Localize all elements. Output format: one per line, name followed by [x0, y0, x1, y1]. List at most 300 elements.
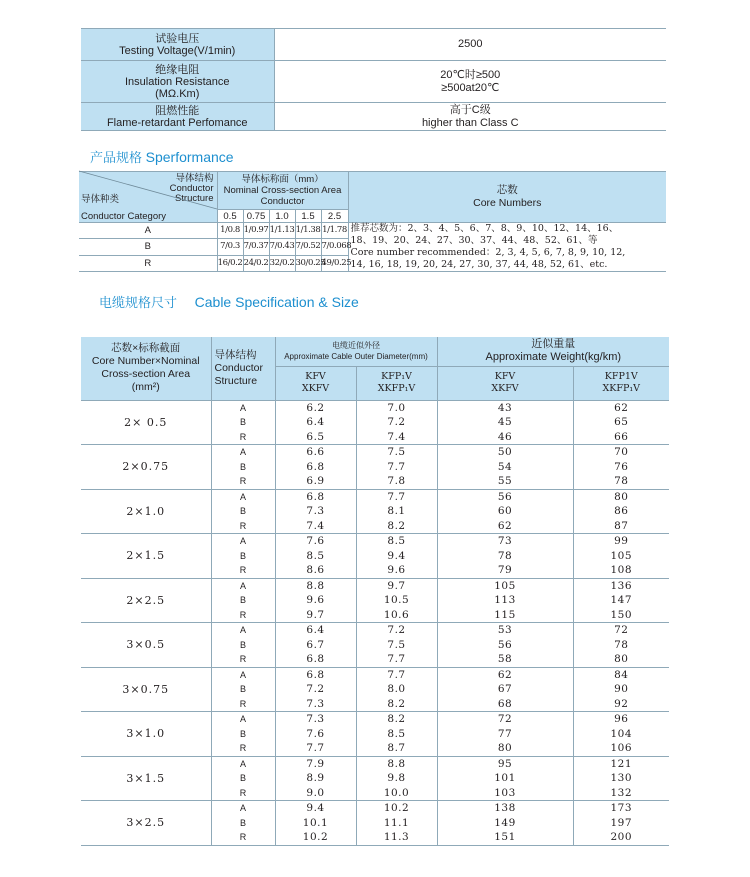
weight-value: 149	[494, 816, 516, 829]
section-title-cn: 产品规格	[90, 150, 143, 165]
diameter-header	[275, 337, 437, 366]
conductor-spec-cell: 1/1.13	[269, 223, 295, 239]
diameter-cell	[356, 445, 437, 490]
diameter-value: 8.1	[387, 505, 406, 517]
conductor-spec-cell: 1/1.78	[321, 223, 348, 239]
diameter-value: 8.6	[306, 564, 325, 576]
weight-value: 104	[610, 727, 633, 740]
spec-group-row	[81, 578, 669, 623]
weight-value: 62	[497, 519, 513, 532]
diameter-value: 9.0	[306, 786, 325, 799]
nominal-en-2: Conductor	[260, 196, 305, 207]
conductor-spec-cell: 16/0.2	[217, 255, 243, 271]
conductor-spec-cell: 1/1.38	[295, 223, 321, 239]
weight-value: 84	[614, 668, 629, 681]
diameter-value: 9.4	[387, 549, 406, 562]
size-header-cell: 1.0	[269, 210, 295, 223]
core-numbers-cell	[348, 223, 666, 272]
sub-kfpv-1: KFP₁V	[381, 371, 412, 382]
section2-title-en: Cable Specification & Size	[194, 294, 359, 310]
weight-value: 150	[610, 608, 633, 621]
core-size-header	[81, 337, 211, 400]
diameter-cell	[356, 712, 437, 757]
weight-value: 65	[614, 416, 629, 428]
conductor-structure-header	[211, 337, 275, 400]
core-size-cell: 3×1.5	[81, 756, 211, 801]
weight-cell	[573, 712, 669, 757]
diameter-value: 9.7	[306, 608, 325, 621]
weight-value: 66	[614, 430, 629, 443]
core-cn: 芯数	[496, 184, 518, 196]
weight-value: 62	[614, 401, 629, 414]
core-size-cell: 2×0.75	[81, 445, 211, 490]
sub-wkfpv-2: XKFP₁V	[602, 383, 641, 394]
test-value-cell	[274, 103, 666, 131]
conductor-spec-cell: 1/0.97	[243, 223, 269, 239]
conductor-cell	[211, 801, 275, 846]
diameter-value: 8.5	[387, 535, 406, 547]
diameter-value: 6.2	[306, 401, 325, 414]
weight-value: 121	[610, 757, 633, 770]
core-numbers-header	[348, 172, 666, 223]
diameter-value: 6.4	[306, 624, 325, 636]
weight-value: 72	[497, 713, 513, 725]
weight-value: 79	[497, 564, 513, 576]
weight-value: 95	[497, 757, 513, 770]
weight-value: 132	[610, 786, 633, 799]
conductor-spec-cell: 24/0.2	[243, 255, 269, 271]
test-row	[81, 29, 666, 61]
weight-value: 56	[497, 490, 513, 503]
weight-value: 55	[497, 475, 513, 487]
core-size-cell: 2×1.0	[81, 489, 211, 534]
diameter-value: 7.7	[387, 668, 406, 681]
diameter-cell	[275, 445, 356, 490]
weight-cell	[437, 801, 573, 846]
test-value-line: 20℃时≥500	[440, 68, 501, 81]
core-size-unit: (mm²)	[131, 381, 160, 394]
diameter-value: 11.1	[383, 816, 410, 829]
diameter-value: 7.2	[387, 624, 406, 636]
weight-value: 96	[614, 713, 629, 725]
weight-value: 60	[497, 505, 513, 517]
test-label-cell	[81, 29, 274, 61]
core-numbers-line: 推荐芯数为：2、3、4、5、6、7、8、9、10、12、14、16、	[350, 223, 619, 234]
weight-value: 78	[497, 549, 513, 562]
size-header-cell: 0.75	[243, 210, 269, 223]
sub-kfv-weight	[437, 366, 573, 400]
size-header-cell: 0.5	[217, 210, 243, 223]
conductor-category-cell: B	[79, 239, 217, 255]
struct-en-2: Structure	[214, 374, 258, 387]
diameter-cell	[356, 756, 437, 801]
weight-header	[437, 337, 669, 366]
spec-group-row	[81, 534, 669, 579]
diameter-value: 8.7	[387, 742, 406, 754]
weight-cell	[437, 667, 573, 712]
test-value-line: 高于C级	[449, 103, 491, 116]
conductor-letter: R	[239, 476, 247, 486]
conductor-letter: A	[239, 491, 246, 502]
diameter-cell	[356, 400, 437, 445]
weight-value: 200	[610, 831, 633, 843]
diameter-cell	[356, 801, 437, 846]
conductor-letter: R	[239, 743, 247, 753]
struct-en-1: Conductor	[214, 361, 263, 374]
conductor-spec-cell: 7/0.37	[243, 239, 269, 255]
category-en: Conductor Category	[81, 210, 167, 222]
nominal-en-1: Nominal Cross-section Area	[223, 185, 342, 196]
conductor-cell	[211, 400, 275, 445]
spec-group-row	[81, 400, 669, 445]
weight-cell	[437, 623, 573, 668]
diameter-value: 7.2	[306, 683, 325, 695]
diameter-value: 7.3	[306, 697, 325, 710]
diameter-value: 9.7	[387, 579, 406, 592]
weight-value: 80	[497, 742, 513, 754]
core-numbers-line: 14, 16, 18, 19, 20, 24, 27, 30, 37, 44, 48, 52, 61、etc.	[350, 259, 608, 270]
core-en: Core Numbers	[473, 197, 542, 209]
conductor-letter: A	[239, 402, 246, 413]
weight-value: 197	[610, 816, 633, 829]
weight-value: 99	[614, 535, 629, 547]
conductor-spec-cell: 7/0.3	[217, 239, 243, 255]
diameter-value: 6.7	[306, 638, 325, 651]
test-value-line: higher than Class C	[421, 116, 519, 129]
diameter-value: 9.4	[306, 802, 325, 814]
diameter-value: 8.8	[387, 757, 406, 770]
diameter-value: 7.7	[387, 490, 406, 503]
weight-cell	[573, 801, 669, 846]
weight-cell	[573, 756, 669, 801]
section2-title-cn: 电缆规格尺寸	[99, 295, 178, 310]
conductor-spec-cell: 7/0.43	[269, 239, 295, 255]
test-label-line: Testing Voltage(V/1min)	[119, 44, 236, 57]
weight-value: 50	[497, 446, 513, 458]
header-diagonal-line	[79, 171, 217, 223]
weight-value: 92	[614, 697, 629, 710]
diameter-value: 10.5	[383, 594, 410, 606]
diameter-value: 6.8	[306, 668, 325, 681]
weight-cell	[437, 445, 573, 490]
test-label-line: 阻燃性能	[155, 104, 200, 117]
weight-value: 86	[614, 505, 629, 517]
weight-value: 106	[610, 742, 633, 754]
weight-value: 78	[614, 638, 629, 651]
struct-cn: 导体结构	[214, 348, 257, 361]
diameter-value: 10.6	[383, 608, 410, 621]
conductor-cell	[211, 667, 275, 712]
diameter-value: 8.5	[387, 727, 406, 740]
weight-value: 68	[497, 697, 513, 710]
conductor-spec-cell: 30/0.25	[295, 255, 321, 271]
structure-cn: 导体结构	[175, 173, 214, 184]
core-size-cell: 2×1.5	[81, 534, 211, 579]
diameter-value: 7.3	[306, 505, 325, 517]
conductor-letter: B	[239, 684, 246, 694]
spec-group-row	[81, 667, 669, 712]
cable-spec-table	[81, 337, 669, 846]
weight-value: 78	[614, 475, 629, 487]
category-cn: 导体种类	[81, 194, 120, 205]
diameter-value: 9.6	[306, 594, 325, 606]
weight-cell	[437, 578, 573, 623]
weight-cell	[573, 578, 669, 623]
diameter-value: 7.9	[306, 757, 325, 770]
core-size-en-2: Cross-section Area	[101, 368, 191, 381]
diameter-value: 7.7	[387, 653, 406, 665]
diameter-value: 9.6	[387, 564, 406, 576]
core-size-cn: 芯数×标称截面	[111, 342, 181, 355]
weight-value: 115	[494, 608, 516, 621]
weight-cell	[437, 534, 573, 579]
diameter-cell	[275, 534, 356, 579]
diameter-value: 7.0	[387, 401, 406, 414]
conductor-letter: B	[239, 728, 246, 739]
conductor-letter: B	[239, 506, 246, 516]
weight-value: 130	[610, 772, 633, 784]
diameter-value: 8.5	[306, 549, 325, 562]
weight-value: 53	[497, 624, 513, 636]
weight-value: 58	[497, 653, 513, 665]
core-size-en-1: Core Number×Nominal	[91, 355, 200, 368]
conductor-letter: A	[239, 536, 246, 546]
diameter-value: 6.8	[306, 653, 325, 665]
diameter-cell	[356, 534, 437, 579]
diameter-value: 7.4	[387, 430, 406, 443]
conductor-letter: A	[239, 625, 246, 635]
test-label-line: (MΩ.Km)	[155, 87, 200, 100]
weight-value: 80	[614, 490, 629, 503]
weight-cell	[573, 534, 669, 579]
diameter-value: 6.5	[306, 430, 325, 443]
diameter-cell	[356, 667, 437, 712]
conductor-cell	[211, 712, 275, 757]
diameter-cell	[275, 801, 356, 846]
core-size-cell: 2×2.5	[81, 578, 211, 623]
conductor-letter: R	[239, 520, 247, 531]
conductor-letter: A	[239, 447, 246, 457]
conductor-letter: R	[239, 787, 247, 798]
weight-value: 67	[497, 683, 513, 695]
weight-value: 77	[497, 727, 513, 740]
diameter-value: 8.0	[387, 683, 406, 695]
diameter-cell	[275, 489, 356, 534]
conductor-letter: B	[239, 817, 246, 828]
weight-value: 151	[494, 831, 516, 843]
weight-value: 56	[497, 638, 513, 651]
conductor-category-cell: R	[79, 255, 217, 271]
conductor-letter: B	[239, 461, 246, 472]
conductor-cell	[211, 578, 275, 623]
weight-value: 105	[494, 579, 516, 592]
weight-cell	[573, 667, 669, 712]
diameter-value: 7.3	[306, 713, 325, 725]
weight-value: 101	[494, 772, 516, 784]
weight-cell	[573, 445, 669, 490]
conductor-letter: B	[239, 773, 246, 783]
test-label-cell	[81, 103, 274, 131]
weight-value: 90	[614, 683, 629, 695]
conductor-cell	[211, 445, 275, 490]
core-numbers-line: 18、19、20、24、27、30、37、44、48、52、61、等	[350, 235, 598, 246]
diameter-value: 9.8	[387, 772, 406, 784]
diameter-value: 6.8	[306, 460, 325, 473]
conductor-letter: A	[239, 669, 246, 680]
weight-cell	[437, 400, 573, 445]
sub-wkfv-2: XKFV	[491, 383, 519, 394]
weight-cell	[437, 756, 573, 801]
diameter-value: 7.6	[306, 535, 325, 547]
core-size-cell: 3×0.75	[81, 667, 211, 712]
weight-cn: 近似重量	[531, 338, 576, 351]
weight-value: 105	[610, 549, 633, 562]
diameter-cell	[275, 667, 356, 712]
diameter-value: 11.3	[383, 831, 410, 843]
diameter-cell	[275, 712, 356, 757]
weight-value: 173	[610, 802, 633, 814]
diameter-value: 6.4	[306, 416, 325, 428]
test-table	[81, 28, 666, 131]
weight-en: Approximate Weight(kg/km)	[485, 351, 622, 364]
conductor-cell	[211, 534, 275, 579]
diameter-value: 6.6	[306, 446, 325, 458]
conductor-spec-cell: 49/0.25	[321, 255, 348, 271]
weight-cell	[573, 623, 669, 668]
diameter-value: 7.4	[306, 519, 325, 532]
weight-value: 113	[494, 594, 516, 606]
conductor-spec-cell: 32/0.2	[269, 255, 295, 271]
weight-value: 76	[614, 460, 629, 473]
spec-group-row	[81, 712, 669, 757]
diameter-cell	[356, 578, 437, 623]
sub-kfpv-2: XKFP₁V	[377, 383, 416, 394]
weight-cell	[437, 712, 573, 757]
diameter-value: 7.5	[387, 446, 406, 458]
core-size-cell: 3×0.5	[81, 623, 211, 668]
diameter-value: 7.7	[387, 460, 406, 473]
diameter-value: 8.9	[306, 772, 325, 784]
test-value-cell	[274, 29, 666, 61]
conductor-letter: A	[239, 758, 246, 769]
weight-value: 103	[494, 786, 516, 799]
spec-group-row	[81, 623, 669, 668]
size-header-cell: 2.5	[321, 210, 348, 223]
test-value-cell	[274, 61, 666, 103]
conductor-cell	[211, 489, 275, 534]
diameter-en: Approximate Cable Outer Diameter(mm)	[284, 352, 428, 362]
weight-cell	[573, 400, 669, 445]
diameter-cell	[275, 623, 356, 668]
diameter-cell	[275, 578, 356, 623]
diameter-value: 7.5	[387, 638, 406, 651]
weight-value: 87	[614, 519, 629, 532]
diameter-value: 6.8	[306, 490, 325, 503]
conductor-letter: R	[239, 431, 247, 442]
conductor-letter: A	[239, 714, 246, 724]
diameter-cn: 电缆近似外径	[332, 341, 380, 351]
diameter-value: 8.8	[306, 579, 325, 592]
conductor-letter: B	[239, 417, 246, 427]
conductor-letter: R	[239, 698, 247, 709]
diameter-cell	[356, 489, 437, 534]
diameter-cell	[275, 400, 356, 445]
diameter-value: 7.7	[306, 742, 325, 754]
weight-value: 62	[497, 668, 513, 681]
diameter-value: 7.8	[387, 475, 406, 487]
weight-value: 136	[610, 579, 633, 592]
conductor-cell	[211, 623, 275, 668]
test-label-line: 试验电压	[155, 32, 200, 45]
conductor-letter: R	[239, 609, 247, 620]
weight-value: 70	[614, 446, 629, 458]
weight-cell	[437, 489, 573, 534]
diameter-value: 6.9	[306, 475, 325, 487]
section-cable-spec-title	[99, 292, 359, 311]
conductor-category-cell: A	[79, 223, 217, 239]
weight-value: 80	[614, 653, 629, 665]
section-performance-title	[90, 147, 234, 166]
diameter-value: 10.0	[383, 786, 410, 799]
diameter-value: 8.2	[387, 697, 406, 710]
core-size-cell: 2× 0.5	[81, 400, 211, 445]
diameter-cell	[356, 623, 437, 668]
sub-kfv-diameter	[275, 366, 356, 400]
diameter-value: 10.1	[302, 816, 329, 829]
conductor-letter: A	[239, 580, 246, 591]
weight-value: 72	[614, 624, 629, 636]
weight-value: 54	[497, 460, 513, 473]
test-label-line: 绝缘电阻	[155, 63, 200, 76]
conductor-spec-cell: 7/0.52	[295, 239, 321, 255]
performance-table-wrap	[79, 171, 666, 270]
perf-row	[79, 223, 666, 239]
conductor-letter: B	[239, 550, 246, 561]
test-label-line: Flame-retardant Perfomance	[106, 116, 248, 129]
diameter-value: 7.6	[306, 727, 325, 740]
spec-group-row	[81, 445, 669, 490]
diameter-value: 8.2	[387, 519, 406, 532]
weight-value: 147	[610, 594, 633, 606]
sub-kfv-2: XKFV	[301, 383, 330, 394]
conductor-letter: B	[239, 639, 246, 650]
sub-kfv-1: KFV	[305, 371, 326, 382]
weight-value: 43	[497, 401, 513, 414]
core-size-cell: 3×2.5	[81, 801, 211, 846]
diameter-value: 10.2	[302, 831, 329, 843]
diameter-value: 10.2	[383, 802, 410, 814]
spec-group-row	[81, 756, 669, 801]
weight-value: 46	[497, 430, 513, 443]
size-header-cell: 1.5	[295, 210, 321, 223]
conductor-letter: A	[239, 803, 246, 813]
sub-wkfpv-1: KFP1V	[604, 371, 638, 382]
conductor-spec-cell: 7/0.068	[321, 239, 348, 255]
structure-en-2: Structure	[174, 193, 214, 204]
test-label-line: Insulation Resistance	[124, 75, 230, 88]
conductor-letter: B	[239, 595, 246, 605]
test-label-cell	[81, 61, 274, 103]
core-numbers-line: Core number recommended：2, 3, 4, 5, 6, 7, 8, 9, 10, 12,	[350, 247, 626, 258]
test-row	[81, 103, 666, 131]
diameter-value: 7.2	[387, 416, 406, 428]
weight-value: 45	[497, 416, 513, 428]
sub-kfpv-diameter	[356, 366, 437, 400]
section-title-en: Sperformance	[145, 149, 234, 165]
test-row	[81, 61, 666, 103]
conductor-letter: R	[239, 654, 247, 664]
weight-value: 108	[610, 564, 633, 576]
